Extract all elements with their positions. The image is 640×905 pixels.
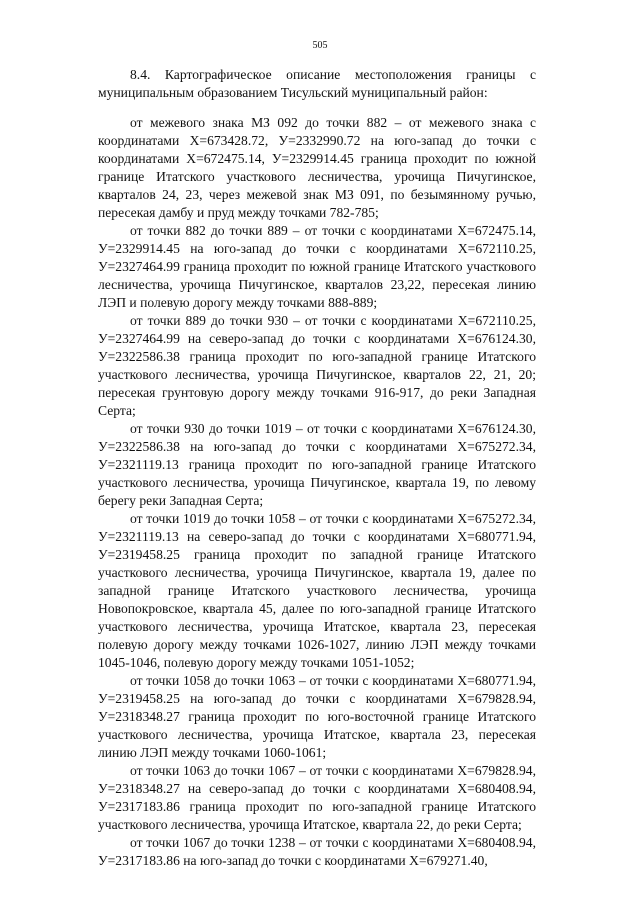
paragraph: от точки 889 до точки 930 – от точки с координатами Х=672110.25, У=2327464.99 на северо-запад до точки с координатами Х=676124.30, У=2322586.38 граница проходит по юго-западной границе Итатского участкового лесничества, урочища Пичугинское, кварталов 22, 21, 20; пересекая грунтовую дорогу между точками 916-917, до реки Западная Серта; [98,313,536,418]
paragraph: от межевого знака МЗ 092 до точки 882 – от межевого знака с координатами Х=673428.72, У=2332990.72 на юго-запад до точки с координатами Х=672475.14, У=2329914.45 граница проходит по южной границе Итатского участкового лесничества, урочища Пичугинское, кварталов 24, 23, через межевой знак МЗ 091, по безымянному ручью, пересекая дамбу и пруд между точками 782-785; [98,115,536,220]
paragraph: от точки 1067 до точки 1238 – от точки с координатами Х=680408.94, У=2317183.86 на юго-запад до точки с координатами Х=679271.40, [98,835,536,868]
paragraph: от точки 930 до точки 1019 – от точки с координатами Х=676124.30, У=2322586.38 на юго-запад до точки с координатами Х=675272.34, У=2321119.13 граница проходит по юго-западной границе Итатского участкового лесничества, урочища Пичугинское, квартала 19, по левому берегу реки Западная Серта; [98,421,536,508]
section-heading: 8.4. Картографическое описание местоположения границы с муниципальным образованием Тисульский муниципальный район: [98,67,536,100]
paragraph: от точки 1019 до точки 1058 – от точки с координатами Х=675272.34, У=2321119.13 на северо-запад до точки с координатами Х=680771.94, У=2319458.25 граница проходит по западной границе Итатского участкового лесничества, урочища Пичугинское, квартала 19, далее по западной границе Итатского участкового лесничества, урочища Новопокровское, квартала 45, далее по юго-западной границе Итатского участкового лесничества, урочища Итатское, квартала 23, пересекая полевую дорогу между точками 1026-1027, линию ЛЭП между точками 1045-1046, полевую дорогу между точками 1051-1052; [98,511,536,670]
paragraph: от точки 882 до точки 889 – от точки с координатами Х=672475.14, У=2329914.45 на юго-запад до точки с координатами Х=672110.25, У=2327464.99 граница проходит по южной границе Итатского участкового лесничества, урочища Пичугинское, кварталов 23,22, пересекая линию ЛЭП и полевую дорогу между точками 888-889; [98,223,536,310]
boundary-description [98,114,536,870]
paragraph: от точки 1063 до точки 1067 – от точки с координатами Х=679828.94, У=2318348.27 на северо-запад до точки с координатами Х=680408.94, У=2317183.86 граница проходит по юго-западной границе Итатского участкового лесничества, урочища Итатское, квартала 22, до реки Серта; [98,763,536,832]
paragraph: от точки 1058 до точки 1063 – от точки с координатами Х=680771.94, У=2319458.25 на юго-запад до точки с координатами Х=679828.94, У=2318348.27 граница проходит по юго-восточной границе Итатского участкового лесничества, урочища Итатское, квартала 23, пересекая линию ЛЭП между точками 1060-1061; [98,673,536,760]
page-number: 505 [312,40,328,51]
